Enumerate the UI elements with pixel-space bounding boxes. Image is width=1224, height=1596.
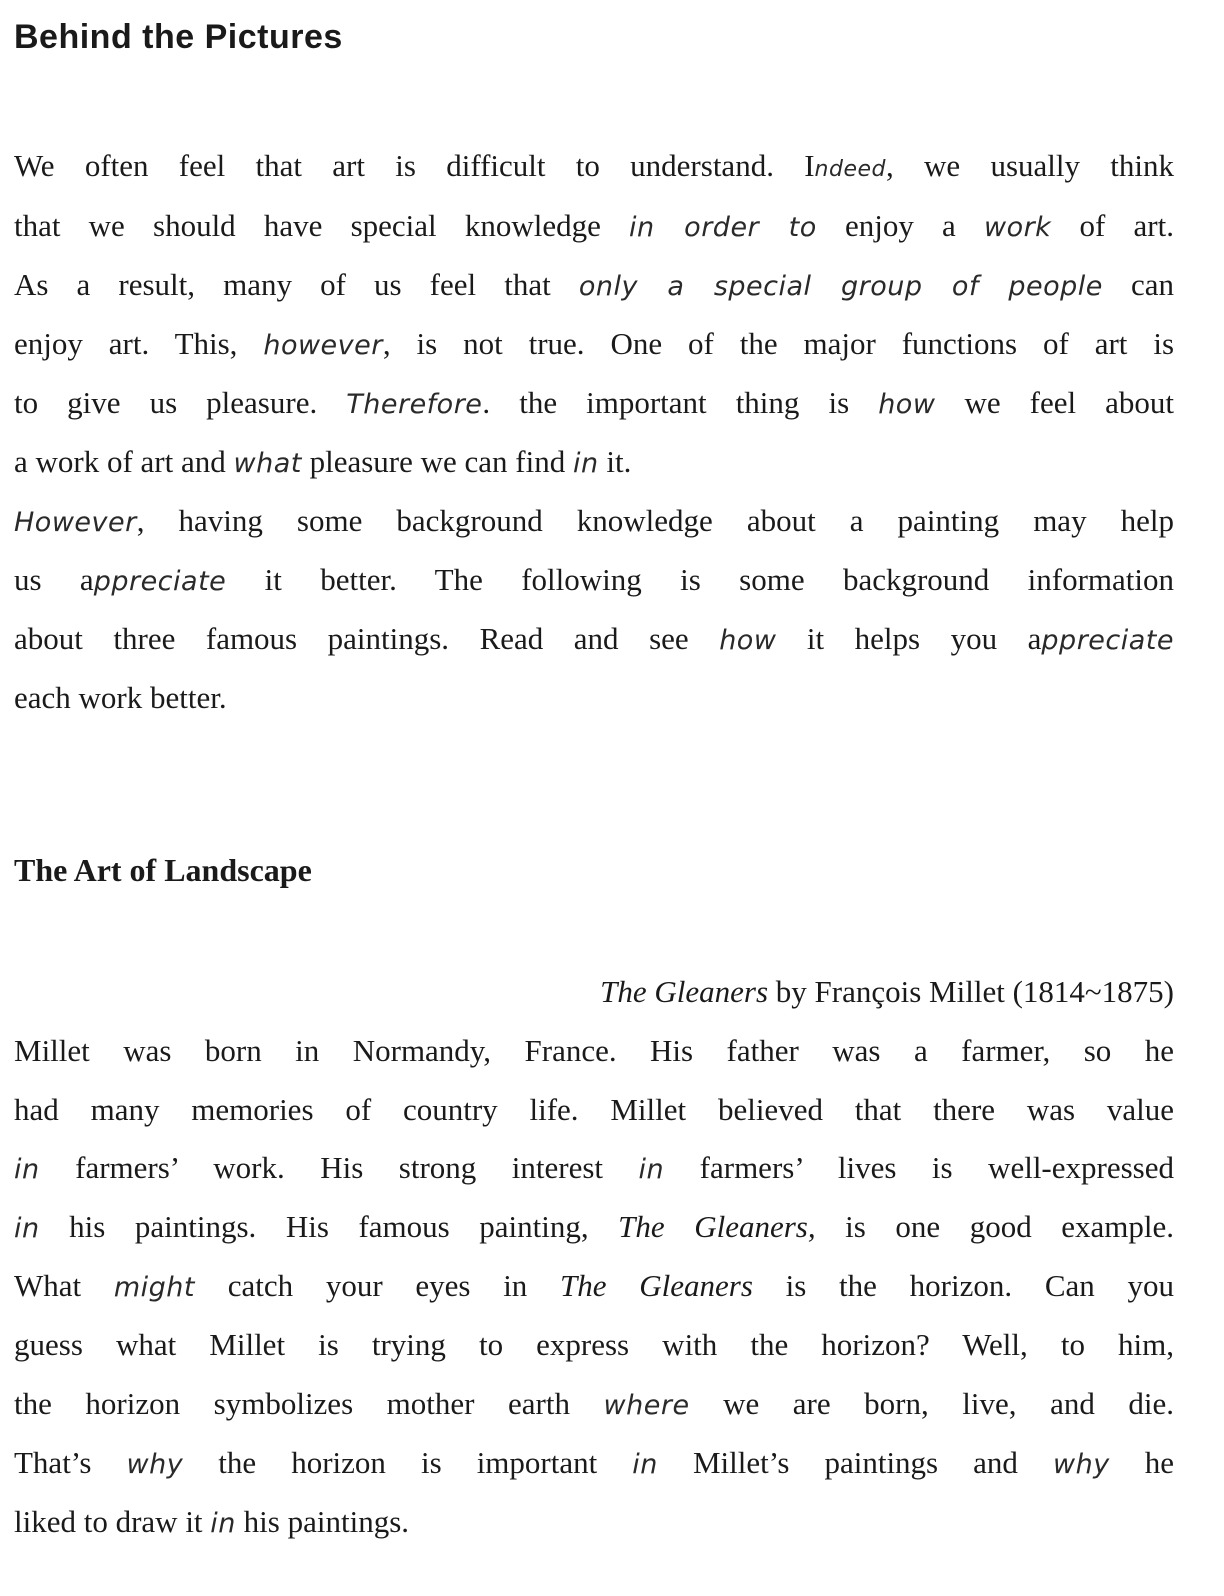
handwritten-answer: in — [632, 1449, 658, 1480]
printed-text: pleasure we can find — [301, 444, 573, 479]
intro-line — [14, 322, 1174, 366]
printed-text: , having some background knowledge about a painting may help — [136, 503, 1174, 538]
intro-line — [14, 617, 1174, 661]
body-line — [14, 1029, 1174, 1073]
body-line — [14, 1323, 1174, 1367]
printed-text: that we should have special knowledge — [14, 208, 630, 243]
painting-caption — [14, 970, 1174, 1014]
printed-text: is the horizon. Can you — [752, 1268, 1174, 1303]
handwritten-answer: what — [233, 448, 302, 479]
printed-text: , is not true. One of the major functions of art is — [382, 326, 1175, 361]
printed-text: by François Millet (1814~1875) — [768, 974, 1174, 1009]
handwritten-answer: Therefore — [346, 389, 483, 420]
printed-text: a work of art and — [14, 444, 234, 479]
printed-text: his paintings. — [235, 1504, 410, 1539]
body-line — [14, 1205, 1174, 1249]
handwritten-answer: how — [878, 389, 936, 420]
handwritten-answer: in — [14, 1154, 40, 1185]
printed-text: we feel about — [935, 385, 1175, 420]
printed-text: , we usually think — [886, 148, 1175, 183]
handwritten-answer: might — [113, 1272, 195, 1303]
intro-line — [14, 558, 1174, 602]
handwritten-answer: why — [1053, 1449, 1110, 1480]
intro-line — [14, 499, 1174, 543]
printed-text: catch your eyes in — [195, 1268, 561, 1303]
printed-text: the horizon symbolizes mother earth — [14, 1386, 604, 1421]
printed-text: can — [1102, 267, 1175, 302]
printed-text: enjoy art. This, — [14, 326, 264, 361]
handwritten-answer: only a special group of people — [578, 271, 1103, 302]
printed-text: each work better. — [14, 680, 227, 715]
page-title: Behind the Pictures — [14, 18, 343, 56]
printed-text: it better. The following is some background information — [226, 562, 1174, 597]
handwritten-answer: in — [572, 448, 599, 479]
painting-title: The Gleaners — [560, 1268, 753, 1303]
handwritten-answer: however — [263, 330, 383, 361]
handwritten-answer: in — [638, 1154, 665, 1185]
intro-line — [14, 263, 1174, 307]
body-line — [14, 1382, 1174, 1426]
printed-text: he — [1109, 1445, 1174, 1480]
printed-text: . the important thing is — [482, 385, 879, 420]
handwritten-answer: where — [603, 1390, 690, 1421]
handwritten-answer: ppreciate — [1041, 625, 1175, 656]
printed-text: is one good example. — [815, 1209, 1174, 1244]
handwritten-answer: However — [14, 507, 137, 538]
printed-text: Millet’s paintings and — [657, 1445, 1053, 1480]
handwritten-answer: ppreciate — [93, 566, 227, 597]
printed-text: What — [14, 1268, 114, 1303]
printed-text: Millet was born in Normandy, France. His father was a farmer, so he — [14, 1033, 1174, 1068]
intro-line — [14, 144, 1174, 188]
handwritten-answer: in — [14, 1213, 40, 1244]
handwritten-answer: in — [210, 1508, 236, 1539]
intro-line — [14, 440, 1174, 484]
printed-text: liked to draw it — [14, 1504, 211, 1539]
handwritten-answer: ndeed — [814, 157, 886, 182]
printed-text: We often feel that art is difficult to understand. I — [14, 148, 815, 183]
body-line — [14, 1264, 1174, 1308]
handwritten-answer: in order to — [629, 212, 817, 243]
intro-line — [14, 381, 1174, 425]
body-line — [14, 1088, 1174, 1132]
printed-text: to give us pleasure. — [14, 385, 347, 420]
printed-text: guess what Millet is trying to express with the horizon? Well, to him, — [14, 1327, 1174, 1362]
printed-text: us a — [14, 562, 94, 597]
section-heading: The Art of Landscape — [14, 852, 312, 888]
printed-text: farmers’ work. His strong interest — [39, 1150, 639, 1185]
printed-text: As a result, many of us feel that — [14, 267, 579, 302]
body-line — [14, 1146, 1174, 1190]
body-line — [14, 1441, 1174, 1485]
printed-text: about three famous paintings. Read and see — [14, 621, 720, 656]
printed-text: That’s — [14, 1445, 127, 1480]
printed-text: his paintings. His famous painting, — [39, 1209, 619, 1244]
printed-text: had many memories of country life. Millet believed that there was value — [14, 1092, 1174, 1127]
printed-text: we are born, live, and die. — [689, 1386, 1174, 1421]
printed-text: farmers’ lives is well-expressed — [664, 1150, 1174, 1185]
body-line — [14, 1500, 1174, 1544]
handwritten-answer: why — [126, 1449, 184, 1480]
handwritten-answer: how — [719, 625, 777, 656]
printed-text: the horizon is important — [183, 1445, 633, 1480]
handwritten-answer: work — [983, 212, 1052, 243]
printed-text: it helps you a — [776, 621, 1042, 656]
printed-text: of art. — [1051, 208, 1174, 243]
painting-title: The Gleaners, — [618, 1209, 816, 1244]
intro-line — [14, 204, 1174, 248]
painting-title: The Gleaners — [600, 974, 769, 1009]
printed-text: it. — [598, 444, 632, 479]
printed-text: enjoy a — [816, 208, 984, 243]
intro-line — [14, 676, 1174, 720]
